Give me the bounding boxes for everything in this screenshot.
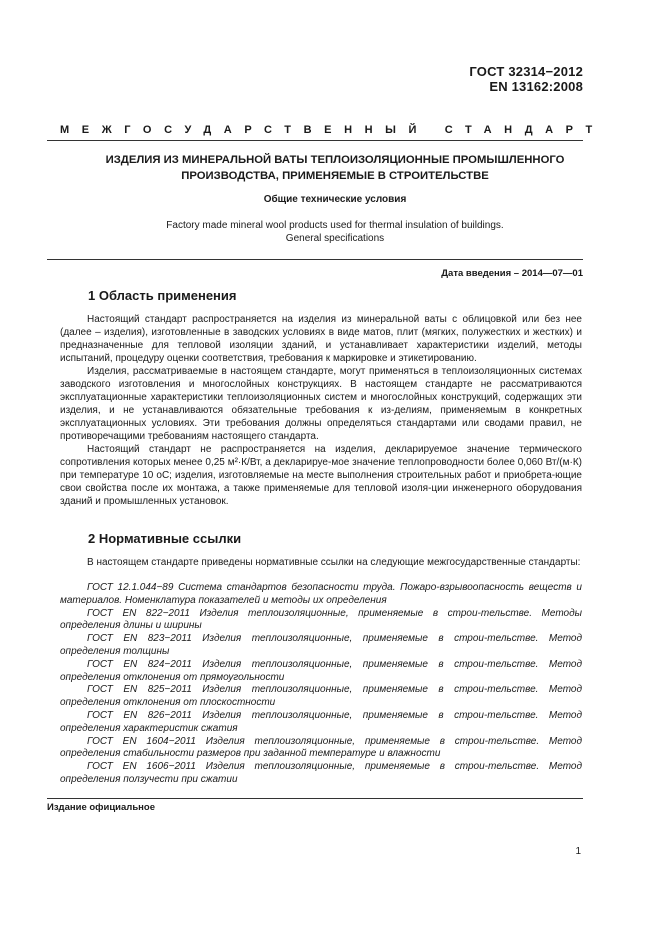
section-1-paragraph: Настоящий стандарт не распространяется на изделия, декларируемое значение термического сопротивления которых менее 0,25 м²·К/Вт, а декларируе-мое значение теплопроводности более 0,060 Вт/(м·К) при температуре 10 оС; изделия, изготовляемые на месте выполнения строительных работ и приобрета-ющие свои свойства после их монтажа, а также применяемые для тепловой изоля-ции инженерного оборудования зданий и промышленных установок. [60, 444, 582, 507]
section-2-intro-text: В настоящем стандарте приведены нормативные ссылки на следующие межгосударственные стандарты: [87, 557, 581, 568]
section-2-intro [60, 556, 582, 569]
reference-item: ГОСТ EN 1606−2011 Изделия теплоизоляционные, применяемые в строи-тельстве. Метод определения ползучести при сжатии [60, 761, 582, 785]
english-title-line-1: Factory made mineral wool products used for thermal insulation of buildings. [166, 220, 504, 231]
section-2-heading: 2 Нормативные ссылки [88, 531, 242, 546]
reference-item: ГОСТ EN 1604−2011 Изделия теплоизоляционные, применяемые в строи-тельстве. Метод определения стабильности размеров при заданной температуре и влажности [60, 735, 582, 760]
footer-rule [47, 798, 583, 799]
reference-item: ГОСТ EN 824−2011 Изделия теплоизоляционные, применяемые в строи-тельстве. Метод определения отклонения от прямоугольности [60, 658, 582, 683]
reference-list [60, 582, 582, 787]
title-line-2: ПРОИЗВОДСТВА, ПРИМЕНЯЕМЫЕ В СТРОИТЕЛЬСТВЕ [181, 170, 489, 182]
en-standard-code: EN 13162:2008 [489, 79, 583, 94]
interstate-standard-label: МЕЖГОСУДАРСТВЕННЫЙ СТАНДАРТ [60, 124, 605, 136]
title-line-1: ИЗДЕЛИЯ ИЗ МИНЕРАЛЬНОЙ ВАТЫ ТЕПЛОИЗОЛЯЦИОННЫЕ ПРОМЫШЛЕННОГО [105, 154, 565, 166]
edition-label: Издание официальное [47, 802, 155, 813]
reference-item: ГОСТ EN 822−2011 Изделия теплоизоляционные, применяемые в строи-тельстве. Методы определения длины и ширины [60, 607, 582, 632]
section-1-paragraph: Настоящий стандарт распространяется на изделия из минеральной ваты с облицовкой или без нее (далее – изделия), изготовленные в заводских условиях в виде матов, плит (мягких, полужестких и жестких) и предназначенные для тепловой изоляции зданий, и устанавливает характеристики изделий, методы испытаний, процедуру оценки соответствия, требования к маркировке и этикетированию. [60, 314, 582, 364]
section-1-heading: 1 Область применения [88, 288, 237, 303]
reference-item: ГОСТ EN 825−2011 Изделия теплоизоляционные, применяемые в строи-тельстве. Метод определения отклонения от плоскостности [60, 684, 582, 709]
document-subtitle: Общие технические условия [263, 194, 407, 205]
document-title [60, 152, 610, 184]
page-number: 1 [575, 846, 581, 857]
header-rule [47, 140, 583, 141]
reference-item: ГОСТ EN 823−2011 Изделия теплоизоляционные, применяемые в строи-тельстве. Метод определения толщины [60, 633, 582, 657]
reference-item: ГОСТ EN 826−2011 Изделия теплоизоляционные, применяемые в строи-тельстве. Метод определения характеристик сжатия [60, 709, 582, 734]
section-1-body [60, 313, 582, 508]
section-1-paragraph: Изделия, рассматриваемые в настоящем стандарте, могут применяться в теплоизоляционных системах заводского изготовления и многослойных конструкциях. В настоящем стандарте не рассматриваются эксплуатационные характеристики теплоизоляционных систем и многослойных конструкций, содержащих эти изделия, и не устанавливаются обязательные требования к из-делиям, применяемым в конкретных эксплуатационных условиях. Эти требования должны определяться стандартами или сводами правил, не противоречащими требованиям настоящего стандарта. [60, 366, 582, 442]
title-rule [47, 259, 583, 260]
reference-item: ГОСТ 12.1.044−89 Система стандартов безопасности труда. Пожаро-взрывоопасность веществ и материалов. Номенклатура показателей и методы их определения [60, 582, 582, 606]
english-title-line-2: General specifications [285, 233, 385, 244]
introduction-date: Дата введения – 2014—07—01 [441, 268, 583, 279]
standard-code: ГОСТ 32314−2012 [469, 64, 583, 79]
english-title [60, 219, 610, 245]
